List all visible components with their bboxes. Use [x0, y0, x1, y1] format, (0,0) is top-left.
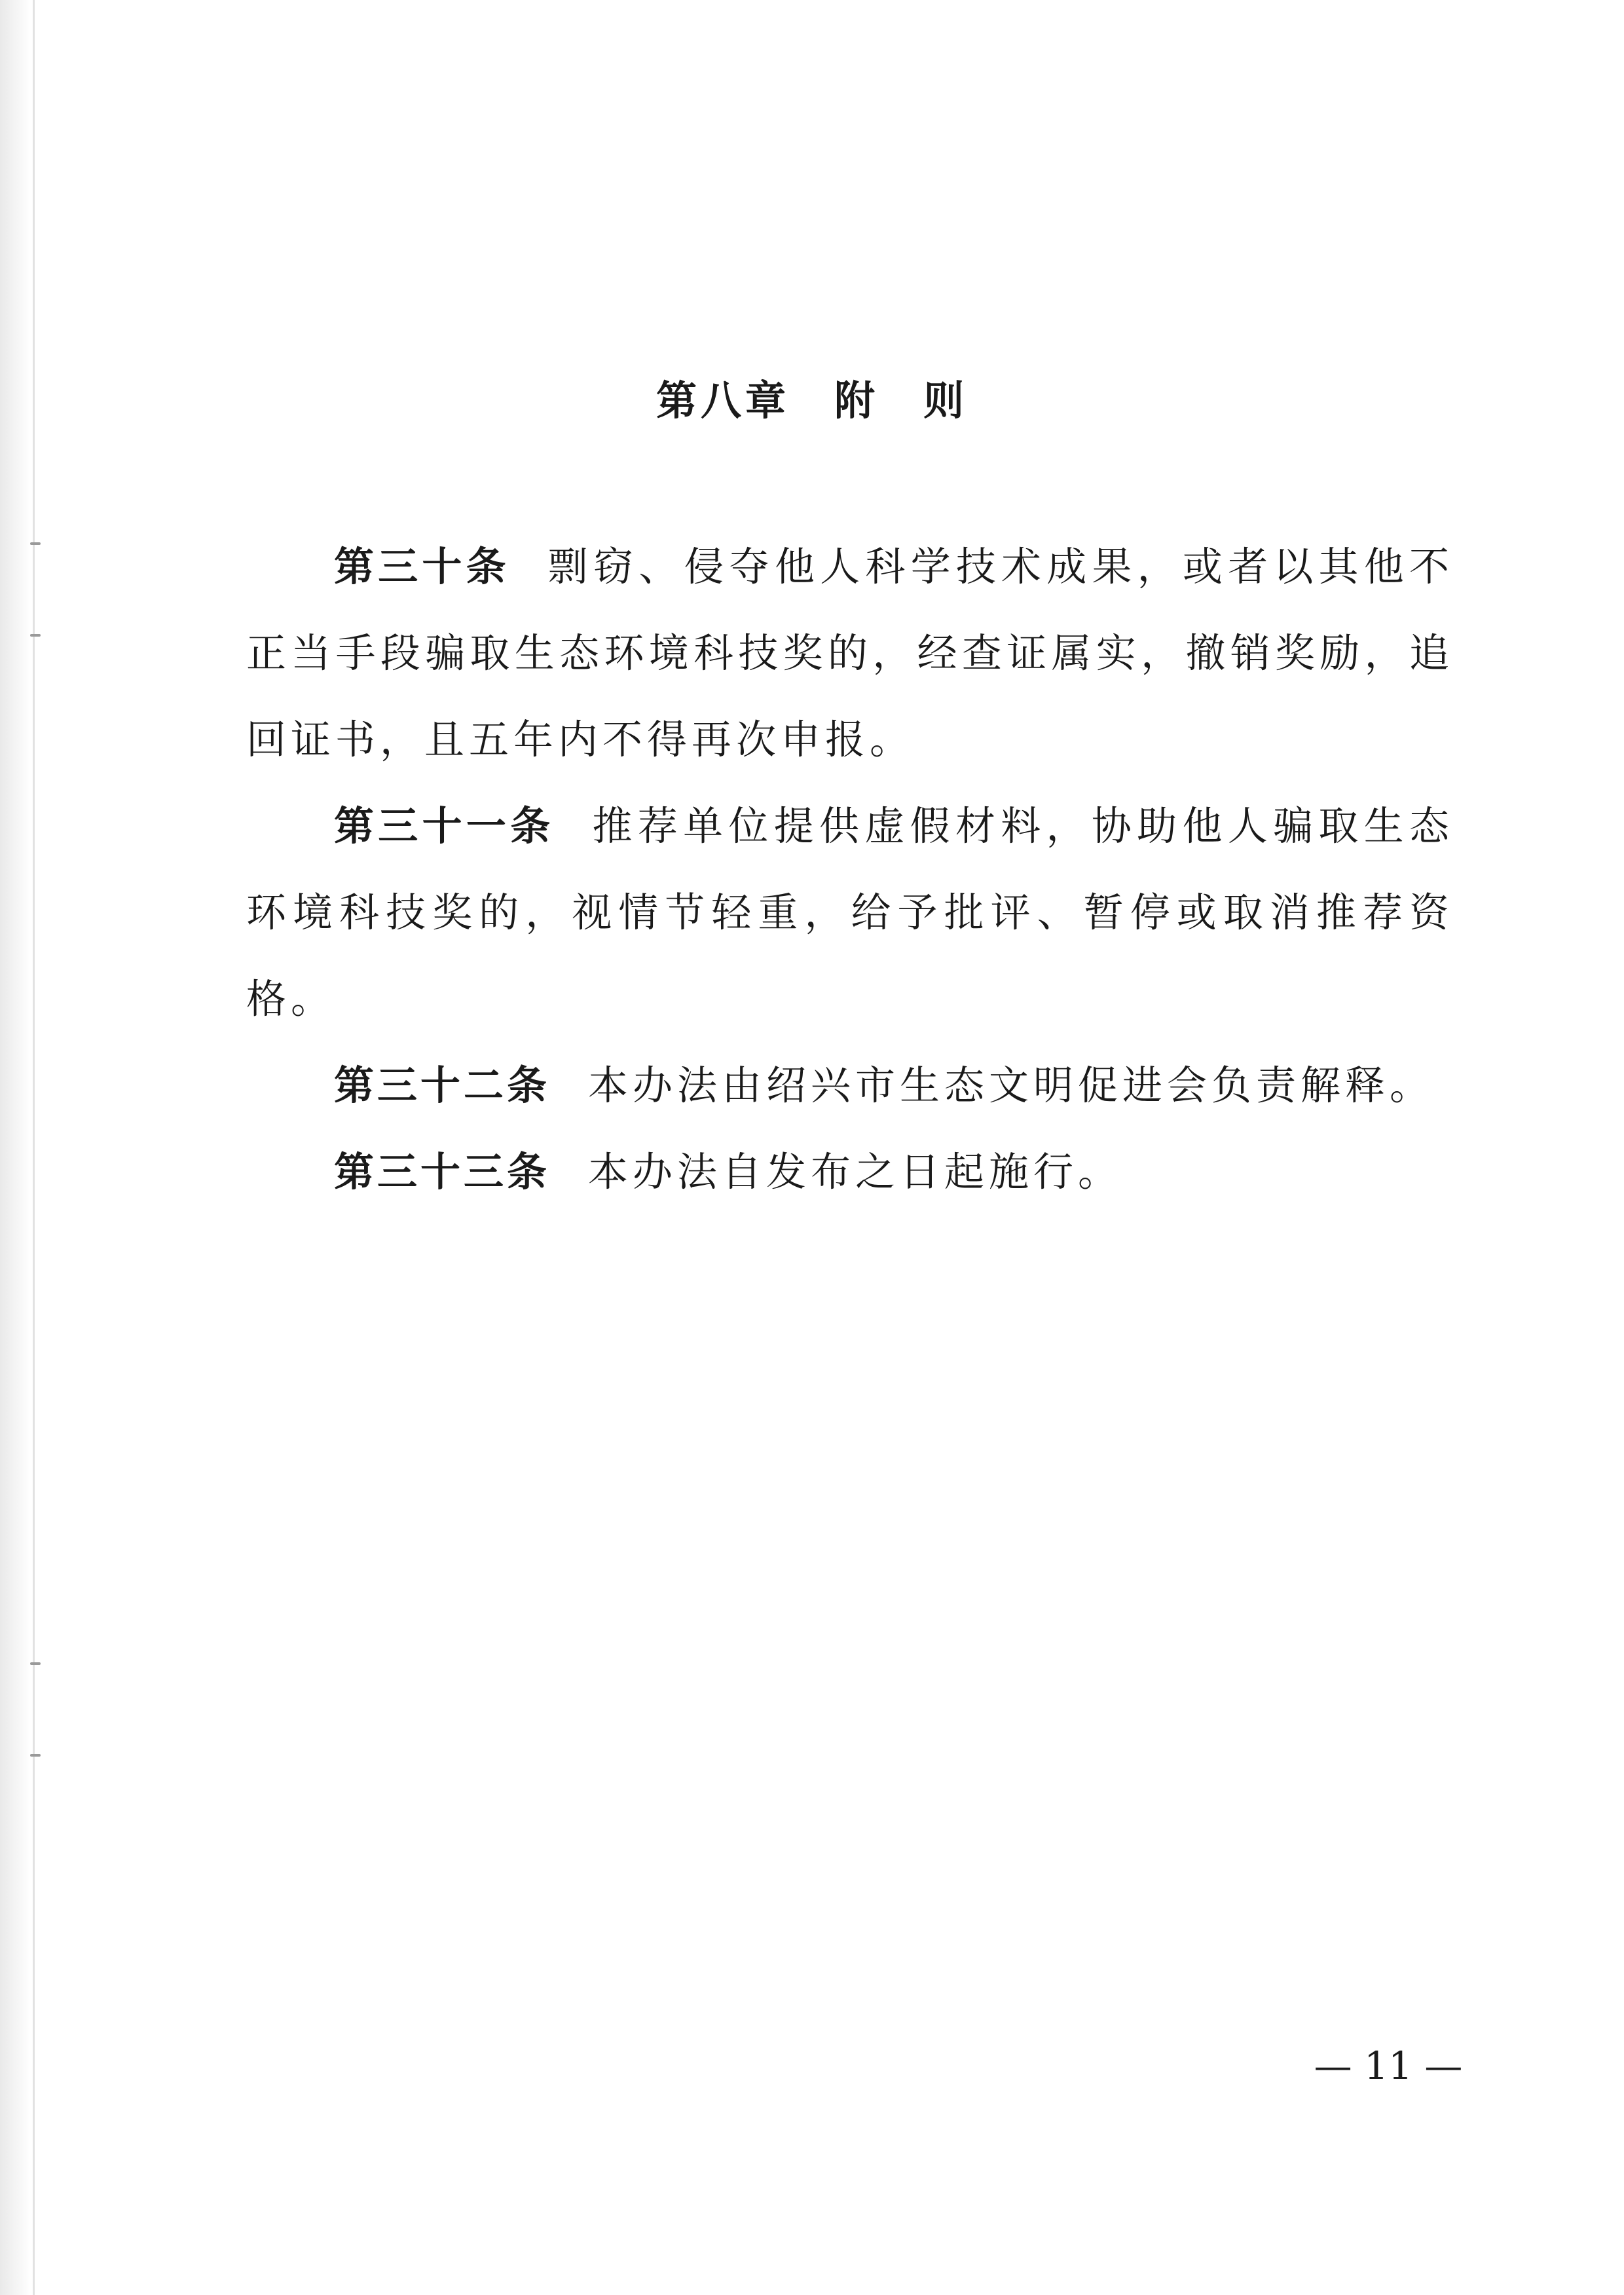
article-31: [246, 783, 1454, 1043]
article-32: [246, 1043, 1454, 1129]
article-number: 第三十条: [334, 544, 510, 590]
chapter-title: 第八章 附 则: [655, 377, 968, 424]
binding-staple-mark: [30, 542, 41, 545]
articles-body: [246, 524, 1454, 1216]
article-text: 本办法由绍兴市生态文明促进会负责解释。: [588, 1062, 1435, 1109]
binding-line: [33, 0, 35, 2295]
article-text: 推荐单位提供虚假材料，协助他人骗取生态环境科技奖的，视情节轻重，给予批评、暂停或取消推荐资格。: [246, 803, 1454, 1022]
article-number: 第三十二条: [334, 1062, 551, 1109]
page-number: — 11 —: [1314, 2043, 1463, 2088]
binding-staple-mark: [30, 1754, 41, 1757]
article-30: [246, 524, 1454, 783]
binding-staple-mark: [30, 1662, 41, 1665]
binding-staple-mark: [30, 634, 41, 637]
article-text: 剽窃、侵夺他人科学技术成果，或者以其他不正当手段骗取生态环境科技奖的，经查证属实，撤销奖励，追回证书，且五年内不得再次申报。: [246, 544, 1454, 763]
article-33: [246, 1129, 1454, 1216]
article-text: 本办法自发布之日起施行。: [588, 1149, 1123, 1195]
article-number: 第三十三条: [334, 1149, 551, 1195]
binding-edge: [0, 0, 30, 2295]
article-number: 第三十一条: [334, 803, 555, 849]
